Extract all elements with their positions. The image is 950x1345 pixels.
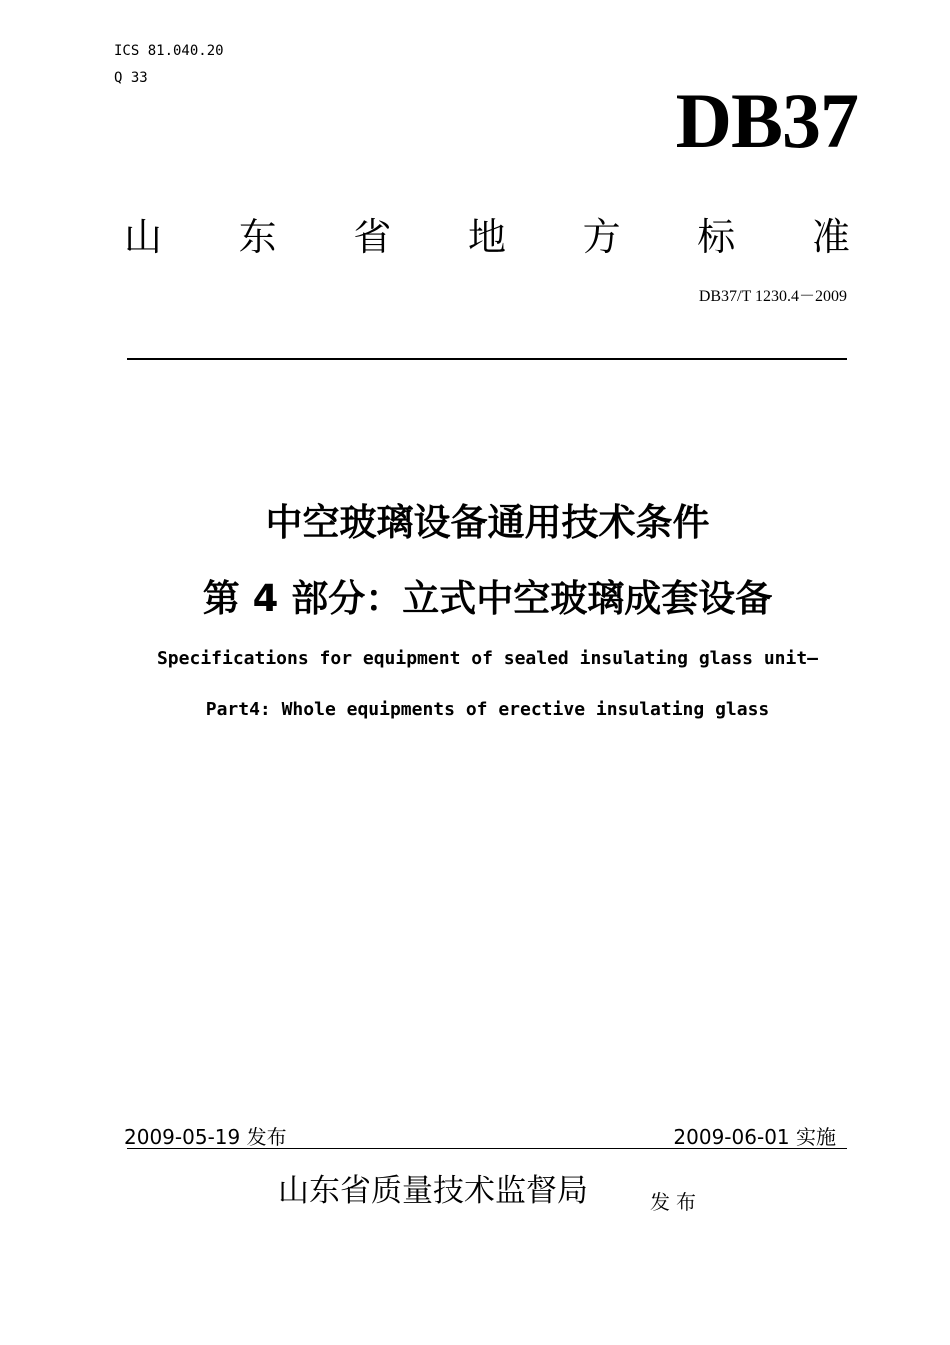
ics-code: ICS 81.040.20 [114,43,224,59]
title-chinese-part: 第 4 部分：立式中空玻璃成套设备 [202,577,773,620]
title-english-part: Part4: Whole equipments of erective insulating glass [205,699,770,720]
standard-type-char: 地 [467,215,506,259]
standard-type-char: 准 [811,215,850,259]
title-english-main: Specifications for equipment of sealed insulating glass unit— [156,648,819,669]
standard-type [124,215,850,259]
standard-code: DB37 [675,77,858,164]
title-chinese-main: 中空玻璃设备通用技术条件 [265,501,710,544]
implementation-date: 2009-06-01 实施 [673,1125,836,1149]
standard-type-char: 东 [238,215,277,259]
standard-type-char: 标 [697,215,736,259]
footer-divider [127,1148,847,1149]
standard-number: DB37/T 1230.4－2009 [698,288,847,305]
header-divider [127,358,847,360]
standard-type-char: 省 [353,215,392,259]
publish-label: 发布 [650,1190,702,1214]
issue-date: 2009-05-19 发布 [124,1125,287,1149]
publisher-name: 山东省质量技术监督局 [278,1173,588,1209]
ccs-code: Q 33 [114,70,148,86]
standard-type-char: 方 [582,215,621,259]
standard-type-char: 山 [124,215,163,259]
